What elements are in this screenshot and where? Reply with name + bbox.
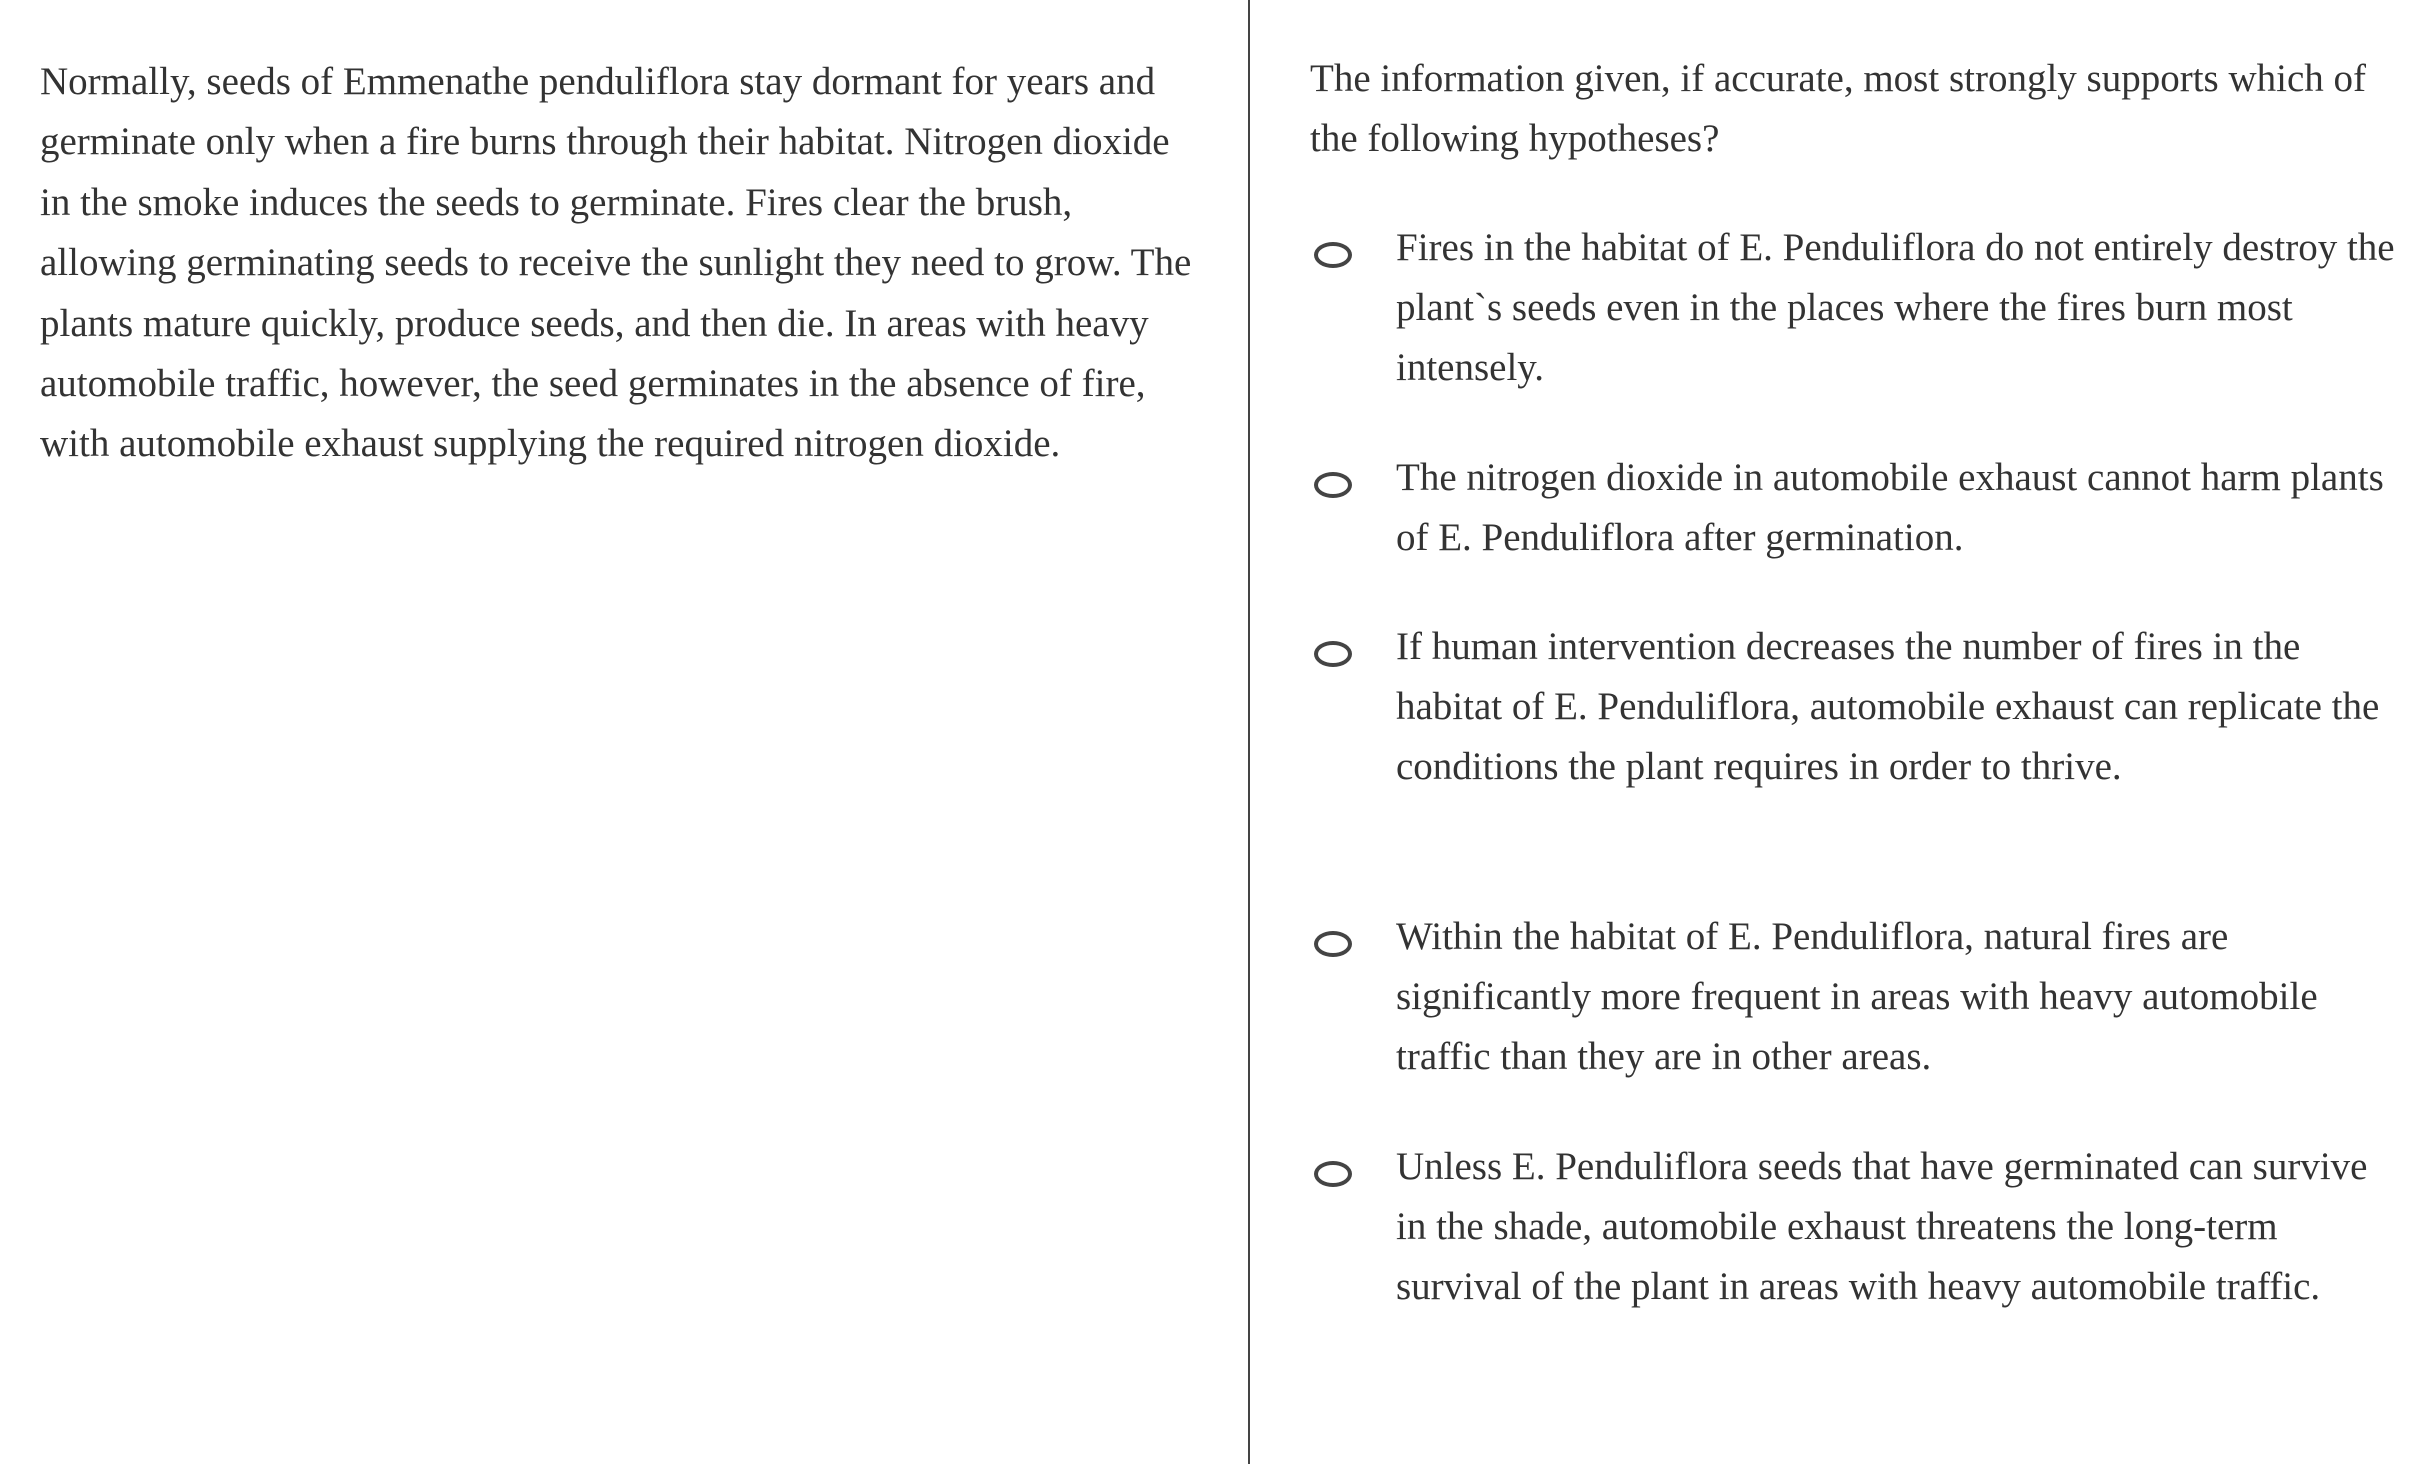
answer-option-label: Unless E. Penduliflora seeds that have germinated can survive in the shade, automobile exhaust threatens the long-term survival of the plant in areas with heavy automobile traffic. [1396,1145,2368,1308]
radio-button-icon[interactable] [1314,242,1352,268]
radio-button-icon[interactable] [1314,472,1352,498]
answer-option-label: The nitrogen dioxide in automobile exhaust cannot harm plants of E. Penduliflora after germination. [1396,456,2384,559]
radio-button-icon[interactable] [1314,1161,1352,1187]
passage-text: Normally, seeds of Emmenathe penduliflora stay dormant for years and germinate only when a fire burns through their habitat. Nitrogen dioxide in the smoke induces the seeds to germinate. Fires clear the brush, allowing germinating seeds to receive the sunlight they need to grow. The plants mature quickly, produce seeds, and then die. In areas with heavy automobile traffic, however, the seed germinates in the absence of fire, with automobile exhaust supplying the required nitrogen dioxide. [40,60,1192,466]
question-prompt: The information given, if accurate, most strongly supports which of the following hypotheses? [1310,57,2367,160]
answer-option-label: Within the habitat of E. Penduliflora, natural fires are significantly more frequent in areas with heavy automobile traffic than they are in other areas. [1396,915,2318,1078]
question-pane [1250,0,2421,1464]
radio-button-icon[interactable] [1314,641,1352,667]
radio-button-icon[interactable] [1314,931,1352,957]
answer-option-label: If human intervention decreases the number of fires in the habitat of E. Penduliflora, automobile exhaust can replicate the conditions the plant requires in order to thrive. [1396,625,2380,788]
answer-option-label: Fires in the habitat of E. Penduliflora do not entirely destroy the plant`s seeds even in the places where the fires burn most intensely. [1396,226,2395,389]
